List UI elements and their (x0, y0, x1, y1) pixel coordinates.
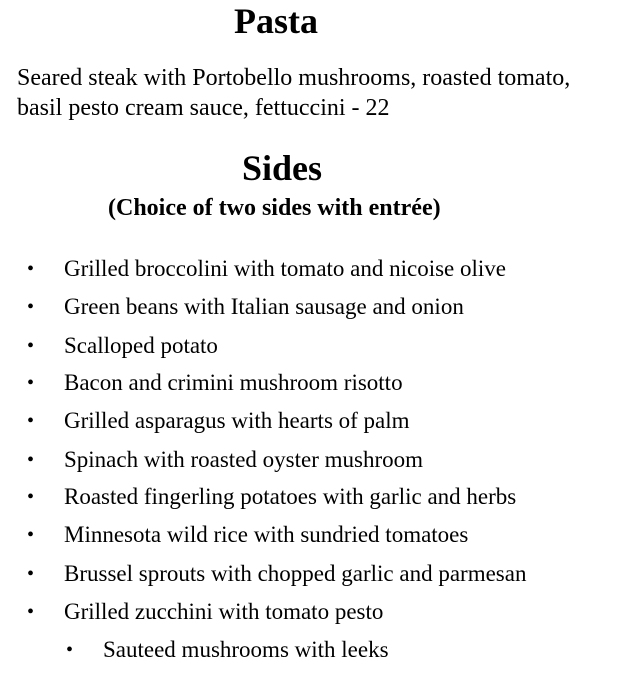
bullet-icon: • (27, 410, 35, 432)
list-item-text: Minnesota wild rice with sundried tomatoes (64, 522, 469, 547)
sides-subheading: (Choice of two sides with entrée) (108, 195, 441, 221)
sides-heading: Sides (242, 148, 323, 188)
pasta-heading: Pasta (234, 1, 318, 41)
list-item-text: Bacon and crimini mushroom risotto (64, 370, 403, 395)
bullet-icon: • (27, 563, 35, 585)
list-item-text: Grilled zucchini with tomato pesto (64, 599, 384, 624)
list-item (0, 291, 637, 323)
pasta-dish-description: Seared steak with Portobello mushrooms, roasted tomato, basil pesto cream sauce, fettuccini - 22 (17, 65, 571, 121)
bullet-icon: • (66, 639, 74, 661)
bullet-icon: • (27, 296, 35, 318)
list-item-text: Roasted fingerling potatoes with garlic and herbs (64, 484, 517, 509)
list-item-text: Green beans with Italian sausage and onion (64, 294, 464, 319)
bullet-icon: • (27, 335, 35, 357)
bullet-icon: • (27, 524, 35, 546)
list-item (0, 596, 637, 628)
list-item-text: Spinach with roasted oyster mushroom (64, 447, 424, 472)
list-item (0, 558, 637, 590)
list-item (0, 367, 637, 399)
list-item (0, 634, 637, 666)
bullet-icon: • (27, 449, 35, 471)
bullet-icon: • (27, 486, 35, 508)
list-item (0, 481, 637, 513)
list-item-text: Brussel sprouts with chopped garlic and parmesan (64, 561, 527, 586)
list-item-text: Scalloped potato (64, 333, 218, 358)
list-item (0, 519, 637, 551)
list-item (0, 405, 637, 437)
list-item-text: Grilled asparagus with hearts of palm (64, 408, 410, 433)
list-item (0, 444, 637, 476)
list-item (0, 330, 637, 362)
list-item-text: Grilled broccolini with tomato and nicoise olive (64, 256, 507, 281)
list-item (0, 253, 637, 285)
bullet-icon: • (27, 372, 35, 394)
bullet-icon: • (27, 258, 35, 280)
bullet-icon: • (27, 601, 35, 623)
list-item-text: Sauteed mushrooms with leeks (103, 637, 389, 662)
